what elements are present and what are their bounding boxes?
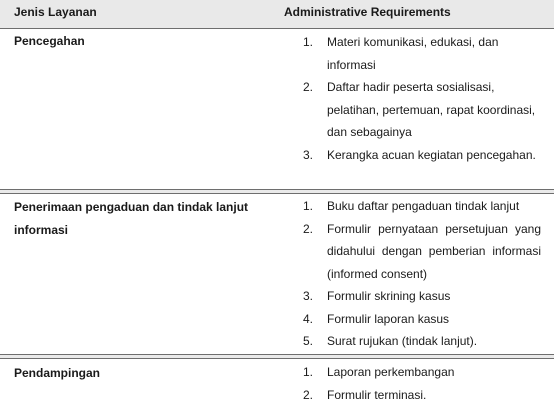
jenis-layanan-cell: Pendampingan [14, 366, 101, 380]
list-item: 1. Materi komunikasi, edukasi, dan informasi [303, 35, 499, 72]
requirements-list [303, 361, 541, 406]
requirements-list [303, 31, 541, 166]
list-item: 3. Kerangka acuan kegiatan pencegahan. [303, 147, 536, 162]
jenis-layanan-cell: Pencegahan [14, 34, 85, 48]
list-item: 5. Surat rujukan (tindak lanjut). [303, 334, 478, 348]
row-divider [0, 358, 554, 359]
list-item: 2. Formulir terminasi. [303, 387, 427, 402]
list-item: 3. Formulir skrining kasus [303, 289, 451, 303]
header-administrative-requirements: Administrative Requirements [284, 5, 451, 19]
list-item: 1. Buku daftar pengaduan tindak lanjut [303, 199, 520, 213]
list-item: 4. Formulir laporan kasus [303, 311, 450, 326]
table-header [0, 0, 554, 28]
row-divider [0, 28, 554, 29]
row-divider [0, 193, 554, 194]
list-item: 2. Daftar hadir peserta sosialisasi, pelatihan, pertemuan, rapat koordinasi, dan sebagainya [303, 80, 536, 139]
jenis-layanan-cell: Penerimaan pengaduan dan tindak lanjut informasi [14, 200, 249, 237]
list-item: 1. Laporan perkembangan [303, 365, 455, 379]
requirements-list [303, 195, 541, 353]
header-jenis-layanan: Jenis Layanan [14, 5, 97, 19]
list-item: 2. Formulir pernyataan persetujuan yang didahului dengan pemberian informasi (informed consent) [303, 221, 541, 281]
